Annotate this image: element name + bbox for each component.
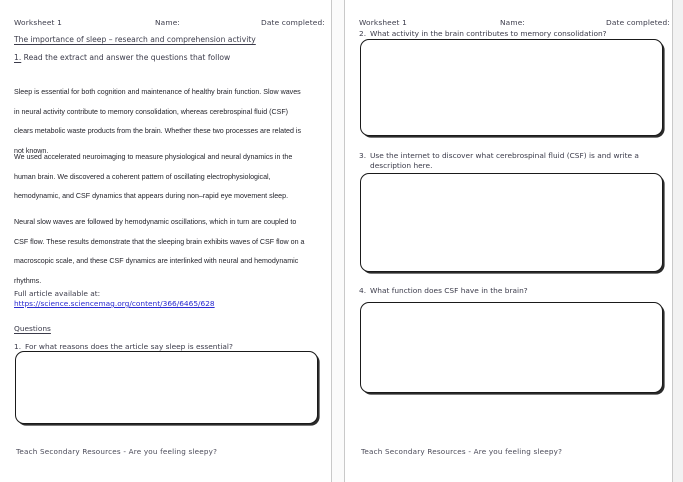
article-url-link[interactable]: https://science.sciencemag.org/content/366/6465/628 [14,299,215,308]
question-2-text [359,29,659,39]
name-label-right: Name: [500,18,526,27]
answer-box-question-3[interactable] [360,173,663,272]
question-3-label: Use the internet to discover what cerebrospinal fluid (CSF) is and write a description here. [370,151,639,170]
page-left [0,0,331,482]
page-right [345,0,672,482]
question-3-text [359,151,654,170]
date-completed-label: Date completed: [261,18,325,27]
name-label: Name: [155,18,181,27]
page-gutter [332,0,344,482]
answer-box-question-2[interactable] [360,39,663,136]
worksheet-label-right: Worksheet 1 [359,18,407,27]
question-3-number: 3. [359,151,367,160]
answer-box-question-4[interactable] [360,302,663,393]
instruction-line [14,53,230,62]
answer-box-question-1[interactable] [15,351,318,424]
canvas-right-margin [673,0,683,482]
extract-paragraph-3: Neural slow waves are followed by hemodynamic oscillations, which in turn are coupled to CSF flow. These results demonstrate that the sleeping brain exhibits waves of CSF flow on a macroscopic scale, and these CSF dynamics are interlinked with neural and hemodynamic rhythms. [14,218,305,285]
question-1-number: 1. [14,342,22,351]
questions-heading: Questions [14,324,51,333]
article-availability-label: Full article available at: [14,289,101,298]
footer-right: Teach Secondary Resources - Are you feeling sleepy? [361,447,563,456]
page-right-left-edge [344,0,345,482]
date-completed-label-right: Date completed: [606,18,670,27]
extract-paragraph-1: Sleep is essential for both cognition and maintenance of healthy brain function. Slow waves in neural activity contribute to memory consolidation, whereas cerebrospinal fluid (CSF) clears metabolic waste products from the brain. Whether these two processes are related is not known. [14,88,302,155]
extract-paragraph-2: We used accelerated neuroimaging to measure physiological and neural dynamics in the human brain. We discovered a coherent pattern of oscillating electrophysiological, hemodynamic, and CSF dynamics that appears during non–rapid eye movement sleep. [14,153,293,200]
page-title: The importance of sleep – research and comprehension activity [14,35,256,44]
footer-left: Teach Secondary Resources - Are you feeling sleepy? [16,447,218,456]
page-left-right-edge [331,0,332,482]
question-4-label: What function does CSF have in the brain? [370,286,528,295]
question-4-text [359,286,659,296]
instruction-number: 1. [14,53,22,62]
worksheet-label: Worksheet 1 [14,18,62,27]
question-1-label: For what reasons does the article say sleep is essential? [25,342,233,351]
instruction-text: Read the extract and answer the questions that follow [23,53,231,62]
question-2-number: 2. [359,29,367,38]
question-4-number: 4. [359,286,367,295]
question-2-label: What activity in the brain contributes to memory consolidation? [370,29,607,38]
